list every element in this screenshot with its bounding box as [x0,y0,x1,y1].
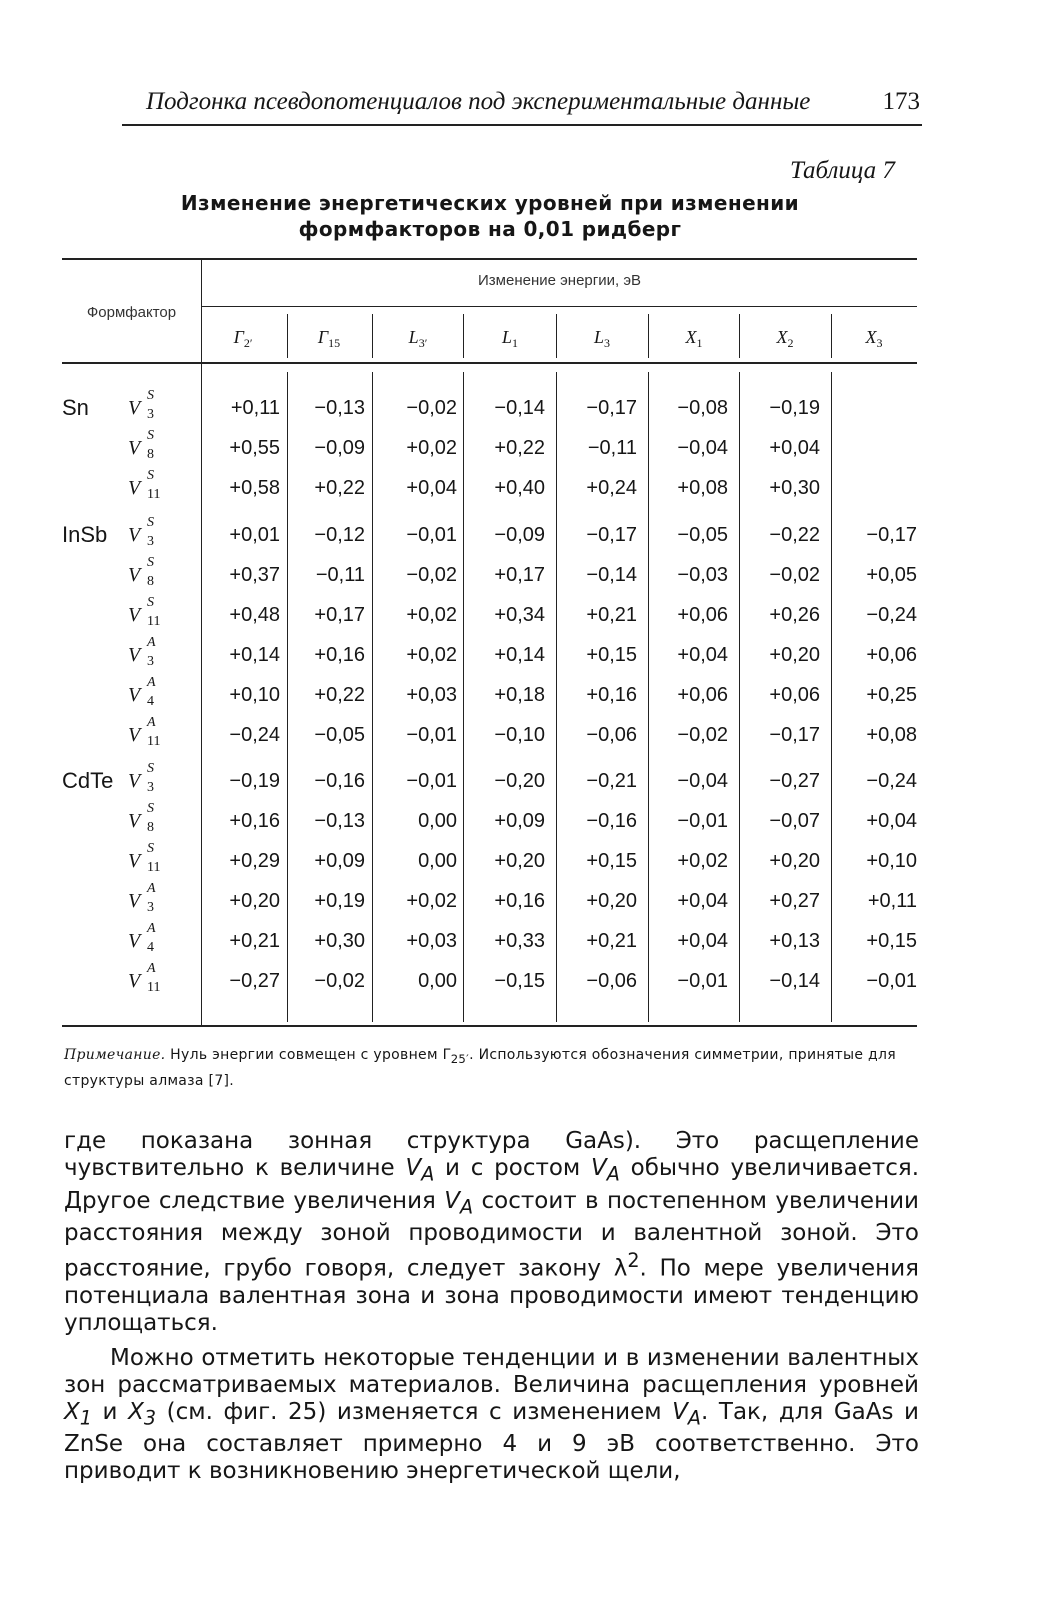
table-cell: +0,20 [586,890,637,912]
table-cell: +0,15 [586,644,637,666]
table-cell: −0,09 [314,437,365,459]
p2-text-d: . Так, для GaAs и ZnSe она составляет примерно 4 и 9 эВ соответственно. Это приводит к возникновению энергетической щели, [64,1398,919,1485]
table-cell: +0,16 [314,644,365,666]
x3-symbol: $X_3$ [128,1398,157,1430]
table-cell: +0,04 [677,644,728,666]
p2-text-b: и [91,1398,129,1425]
p2-text-c: (см. фиг. 25) изменяется с изменением [156,1398,673,1425]
column-divider [463,372,464,1022]
table-title-line-1: Изменение энергетических уровней при изменении [180,191,800,215]
material-label: CdTe [62,768,114,793]
table-cell: −0,14 [769,970,820,992]
table-cell: −0,06 [586,724,637,746]
table-cell: +0,15 [866,930,917,952]
table-cell [833,473,917,503]
page-number: 173 [882,88,920,115]
va-symbol: $V_A$ [405,1155,435,1186]
paragraph-2 [64,1345,919,1486]
table-cell: +0,21 [586,930,637,952]
p1-text-d: состоит в постепенном увеличении расстояния между зоной проводимости и валентной зоной. Это расстояние, грубо говоря, следует закону λ [64,1187,919,1282]
table-cell: −0,24 [229,724,280,746]
column-divider-header [831,314,832,358]
table-cell: +0,06 [769,684,820,706]
formfactor-label: V A 11 [128,961,161,995]
table-cell: −0,04 [677,437,728,459]
table-cell: +0,04 [406,477,457,499]
table-cell: +0,04 [677,930,728,952]
table-cell: −0,03 [677,564,728,586]
table-cell: +0,25 [866,684,917,706]
table-cell: +0,05 [866,564,917,586]
formfactor-label: V A 4 [128,675,156,709]
column-header: $X_3$ [865,327,883,350]
column-divider-header [287,314,288,358]
table-cell: −0,14 [586,564,637,586]
note-text-a: Нуль энергии совмещен с уровнем Γ [165,1047,451,1063]
table-cell: −0,06 [586,970,637,992]
table-cell: 0,00 [418,970,457,992]
table-cell: +0,24 [586,477,637,499]
column-divider-header [648,314,649,358]
table-cell: +0,15 [586,850,637,872]
table-cell: +0,13 [769,930,820,952]
table-cell: −0,01 [677,970,728,992]
table-cell: +0,02 [406,437,457,459]
table-cell: −0,22 [769,524,820,546]
table-cell: +0,21 [229,930,280,952]
table-cell: −0,11 [587,437,637,459]
table-cell: +0,02 [406,890,457,912]
table-cell: +0,11 [230,397,280,419]
table-cell: −0,24 [866,770,917,792]
table-caption: Таблица 7 [790,157,895,184]
table-cell: −0,17 [866,524,917,546]
table-cell: +0,17 [494,564,545,586]
table-cell: −0,16 [586,810,637,832]
table-cell: +0,06 [677,684,728,706]
table-cell: −0,02 [406,564,457,586]
table-cell: −0,17 [586,524,637,546]
table-cell: −0,27 [769,770,820,792]
table-cell: +0,16 [586,684,637,706]
column-divider-header [463,314,464,358]
table-cell: −0,01 [406,524,457,546]
table-cell: −0,21 [586,770,637,792]
column-header: $L_{3'}$ [408,327,428,350]
table-cell: −0,08 [677,397,728,419]
table-cell: +0,29 [229,850,280,872]
column-divider [648,372,649,1022]
table-note [64,1044,924,1092]
table-title-line-2: формфакторов на 0,01 ридберг [298,217,682,241]
group-header: Изменение энергии, эВ [478,272,641,289]
column-divider-header [739,314,740,358]
table-cell: +0,27 [769,890,820,912]
table-cell: −0,15 [494,970,545,992]
va-symbol: $V_A$ [672,1398,702,1430]
table-cell: +0,09 [314,850,365,872]
column-header: $L_1$ [501,327,518,350]
formfactor-label: V A 3 [128,635,156,669]
table-cell: −0,12 [314,524,365,546]
table-cell [833,433,917,463]
p1-text-c: обычно увеличивается. Другое следствие увеличения [64,1155,920,1214]
table-cell: −0,02 [314,970,365,992]
x1-symbol: $X_1$ [64,1398,92,1430]
note-lead: Примечание. [64,1047,166,1063]
table-cell: +0,16 [229,810,280,832]
table-cell: +0,30 [769,477,820,499]
table-cell: +0,30 [314,930,365,952]
header-inner-rule [202,306,917,307]
p1-text-a: где показана зонная структура GaAs). Это расщепление чувствительно к величине [64,1128,919,1181]
table-cell: +0,21 [586,604,637,626]
formfactor-label: V S 3 [128,388,154,422]
table-cell: +0,37 [229,564,280,586]
formfactor-label: V A 4 [128,921,156,955]
formfactor-label: V S 11 [128,468,161,502]
table-cell: +0,20 [769,644,820,666]
table-cell: −0,19 [769,397,820,419]
table-cell: −0,24 [866,604,917,626]
formfactor-label: V S 8 [128,801,154,835]
table-cell: +0,04 [677,890,728,912]
page-header [122,86,922,126]
table-cell: +0,08 [677,477,728,499]
table-cell: +0,04 [769,437,820,459]
table-cell: −0,07 [769,810,820,832]
p2-text-a: Можно отметить некоторые тенденции и в изменении валентных зон рассматриваемых материалов. Величина расщепления уровней [64,1344,919,1398]
material-label: Sn [62,395,89,420]
formfactor-label: V S 11 [128,595,161,629]
formfactor-label: V A 3 [128,881,156,915]
table-bottom-rule [62,1025,917,1027]
column-divider-header [372,314,373,358]
table-cell [833,393,917,423]
table-cell: +0,14 [229,644,280,666]
column-divider [739,372,740,1022]
table-cell: +0,02 [406,644,457,666]
table-cell: +0,08 [866,724,917,746]
table-cell: −0,09 [494,524,545,546]
formfactor-label: V S 8 [128,428,154,462]
table-cell: −0,04 [677,770,728,792]
note-subscript: 25′ [450,1051,470,1066]
table-cell: +0,19 [314,890,365,912]
material-label: InSb [62,522,108,547]
table-cell: +0,58 [229,477,280,499]
formfactor-label: V S 3 [128,761,154,795]
table-cell: +0,17 [314,604,365,626]
p1-text-e: . По мере увеличения потенциала валентная зона и зона проводимости имеют тенденцию уплощаться. [64,1255,919,1336]
lambda-exponent: 2 [627,1249,640,1273]
column-divider [372,372,373,1022]
table-cell: −0,19 [229,770,280,792]
table-cell: −0,05 [677,524,728,546]
table-cell: +0,40 [494,477,545,499]
column-divider [556,372,557,1022]
column-header: $\Gamma_{15}$ [317,327,341,350]
table-title [140,190,840,242]
table-cell: +0,11 [867,890,917,912]
paragraph-1 [64,1128,919,1337]
table-cell: +0,02 [406,604,457,626]
table-cell: −0,02 [406,397,457,419]
table-cell: −0,01 [406,724,457,746]
column-divider [831,372,832,1022]
table-cell: −0,01 [406,770,457,792]
table-cell: +0,10 [866,850,917,872]
table-cell: −0,11 [315,564,365,586]
table-cell: −0,13 [314,397,365,419]
table-top-rule [62,258,917,260]
table-cell: +0,06 [866,644,917,666]
table-cell: +0,14 [494,644,545,666]
table-cell: +0,03 [406,930,457,952]
table-cell: +0,22 [314,684,365,706]
table-cell: −0,01 [677,810,728,832]
p1-text-b: и с ростом [434,1155,592,1181]
table-cell: −0,10 [494,724,545,746]
formfactor-label: V S 8 [128,555,154,589]
column-header: $X_1$ [685,327,703,350]
column-divider-header [556,314,557,358]
va-symbol: $V_A$ [591,1155,620,1186]
table-cell: +0,10 [229,684,280,706]
stub-divider [201,258,202,1025]
header-bottom-rule [62,362,917,364]
column-divider [287,372,288,1022]
table-cell: −0,13 [314,810,365,832]
table-cell: +0,01 [229,524,280,546]
table-cell: +0,20 [769,850,820,872]
table-cell: +0,26 [769,604,820,626]
va-symbol: $V_A$ [444,1187,474,1219]
table-cell: −0,17 [769,724,820,746]
table-cell: +0,16 [494,890,545,912]
table-cell: −0,27 [229,970,280,992]
column-header: $\Gamma_{2'}$ [233,327,253,350]
table-cell: +0,18 [494,684,545,706]
table-cell: +0,22 [314,477,365,499]
table-cell: 0,00 [418,850,457,872]
table-cell: −0,20 [494,770,545,792]
table-cell: −0,01 [866,970,917,992]
table-cell: −0,02 [677,724,728,746]
formfactor-label: V S 11 [128,841,161,875]
table-cell: +0,02 [677,850,728,872]
table-cell: +0,22 [494,437,545,459]
table-cell: −0,14 [494,397,545,419]
table-cell: −0,05 [314,724,365,746]
formfactor-label: V S 3 [128,515,154,549]
table-cell: +0,48 [229,604,280,626]
table-cell: +0,04 [866,810,917,832]
table-cell: −0,17 [586,397,637,419]
table-cell: +0,33 [494,930,545,952]
table-cell: −0,02 [769,564,820,586]
table-cell: +0,34 [494,604,545,626]
table-cell: +0,09 [494,810,545,832]
stub-header: Формфактор [86,304,177,321]
table-cell: +0,06 [677,604,728,626]
column-header: $L_3$ [593,327,610,350]
table-cell: 0,00 [418,810,457,832]
column-header: $X_2$ [776,327,794,350]
running-title: Подгонка псевдопотенциалов под экспериментальные данные [146,88,811,115]
note-text-b: . Используются обозначения симметрии, принятые для структуры алмаза [7]. [64,1047,896,1089]
formfactor-label: V A 11 [128,715,161,749]
table-cell: +0,55 [229,437,280,459]
table-cell: +0,20 [229,890,280,912]
body-text [64,1128,919,1485]
table-cell: −0,16 [314,770,365,792]
table-cell: +0,20 [494,850,545,872]
table-cell: +0,03 [406,684,457,706]
